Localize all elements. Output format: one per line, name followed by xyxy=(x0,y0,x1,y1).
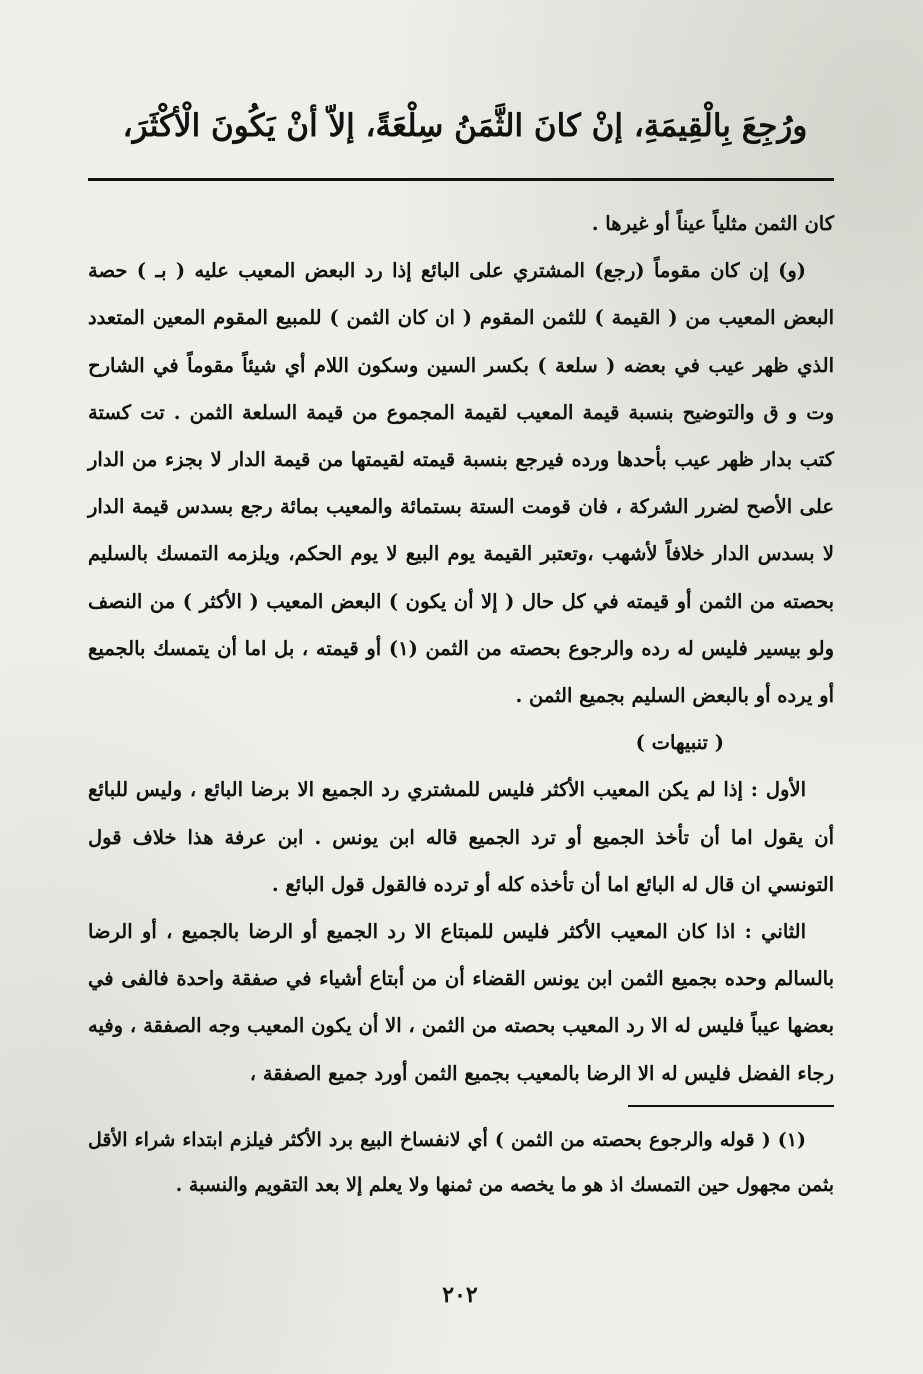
note-second: الثاني : اذا كان المعيب الأكثر فليس للمبتاع الا رد الجميع أو الرضا بالجميع ، أو الرضا بالسالم وحده بجميع الثمن ابن يونس القضاء أن من أبتاع أشياء في صفقة واحدة فالفى في بعضها عيباً فليس له الا رد المعيب بحصته من الثمن ، الا أن يكون المعيب وجه الصفقة ، وفيه رجاء الفضل فليس له الا الرضا بالمعيب بجميع الثمن أورد جميع الصفقة ، xyxy=(88,920,834,1085)
footnote-rule xyxy=(628,1105,834,1107)
paragraph-continuation: كان الثمن مثلياً عيناً أو غيرها . xyxy=(591,212,834,235)
section-heading: ( تنبيهات ) xyxy=(635,731,724,755)
header-rule xyxy=(88,178,834,181)
paragraph-commentary: (و) إن كان مقوماً (رجع) المشتري على البائع إذا رد البعض المعيب عليه ( بـ ) حصة البعض المعيب من ( القيمة ) للثمن المقوم ( ان كان الثمن ) للمبيع المقوم المعين المتعدد الذي ظهر عيب في بعضه ( سلعة ) بكسر السين وسكون اللام أي شيئاً مقوماً في الشارح وت و ق والتوضيح بنسبة قيمة المعيب لقيمة المجموع من قيمة السلعة الثمن . تت كستة كتب بدار ظهر عيب بأحدها ورده فيرجع بنسبة قيمته لقيمتها من قيمة الدار لا بجزء من الدار على الأصح لضرر الشركة ، فان قومت الستة بستمائة والمعيب بمائة رجع بسدس قيمة الدار لا بسدس الدار خلافاً لأشهب ،وتعتبر القيمة يوم البيع لا يوم الحكم، ويلزمه التمسك بالسليم بحصته من الثمن أو قيمته في كل حال ( إلا أن يكون ) البعض المعيب ( الأكثر ) من النصف ولو بيسير فليس له رده والرجوع بحصته من الثمن (١) أو قيمته ، بل اما أن يتمسك بالجميع أو يرده أو بالبعض السليم بجميع الثمن . xyxy=(88,259,834,708)
matn-line: ورُجِعَ بِالْقِيمَةِ، إنْ كانَ الثَّمَنُ سِلْعَةً، إلاّ أنْ يَكُونَ الْأكْثَرَ، xyxy=(122,108,808,144)
note-first: الأول : إذا لم يكن المعيب الأكثر فليس للمشتري رد الجميع الا برضا البائع ، وليس للبائع أن يقول اما أن تأخذ الجميع أو ترد الجميع قاله ابن يونس . ابن عرفة هذا خلاف قول التونسي ان قال له البائع اما أن تأخذه كله أو ترده فالقول قول البائع . xyxy=(88,778,834,896)
page-number: ٢٠٢ xyxy=(442,1282,478,1308)
main-text xyxy=(88,200,834,1097)
footnote-text: (١) ( قوله والرجوع بحصته من الثمن ) أي لانفساخ البيع برد الأكثر فيلزم ابتداء شراء الأقل بثمن مجهول حين التمسك اذ هو ما يخصه من ثمنها ولا يعلم إلا بعد التقويم والنسبة . xyxy=(88,1129,834,1196)
footnote xyxy=(88,1118,834,1208)
